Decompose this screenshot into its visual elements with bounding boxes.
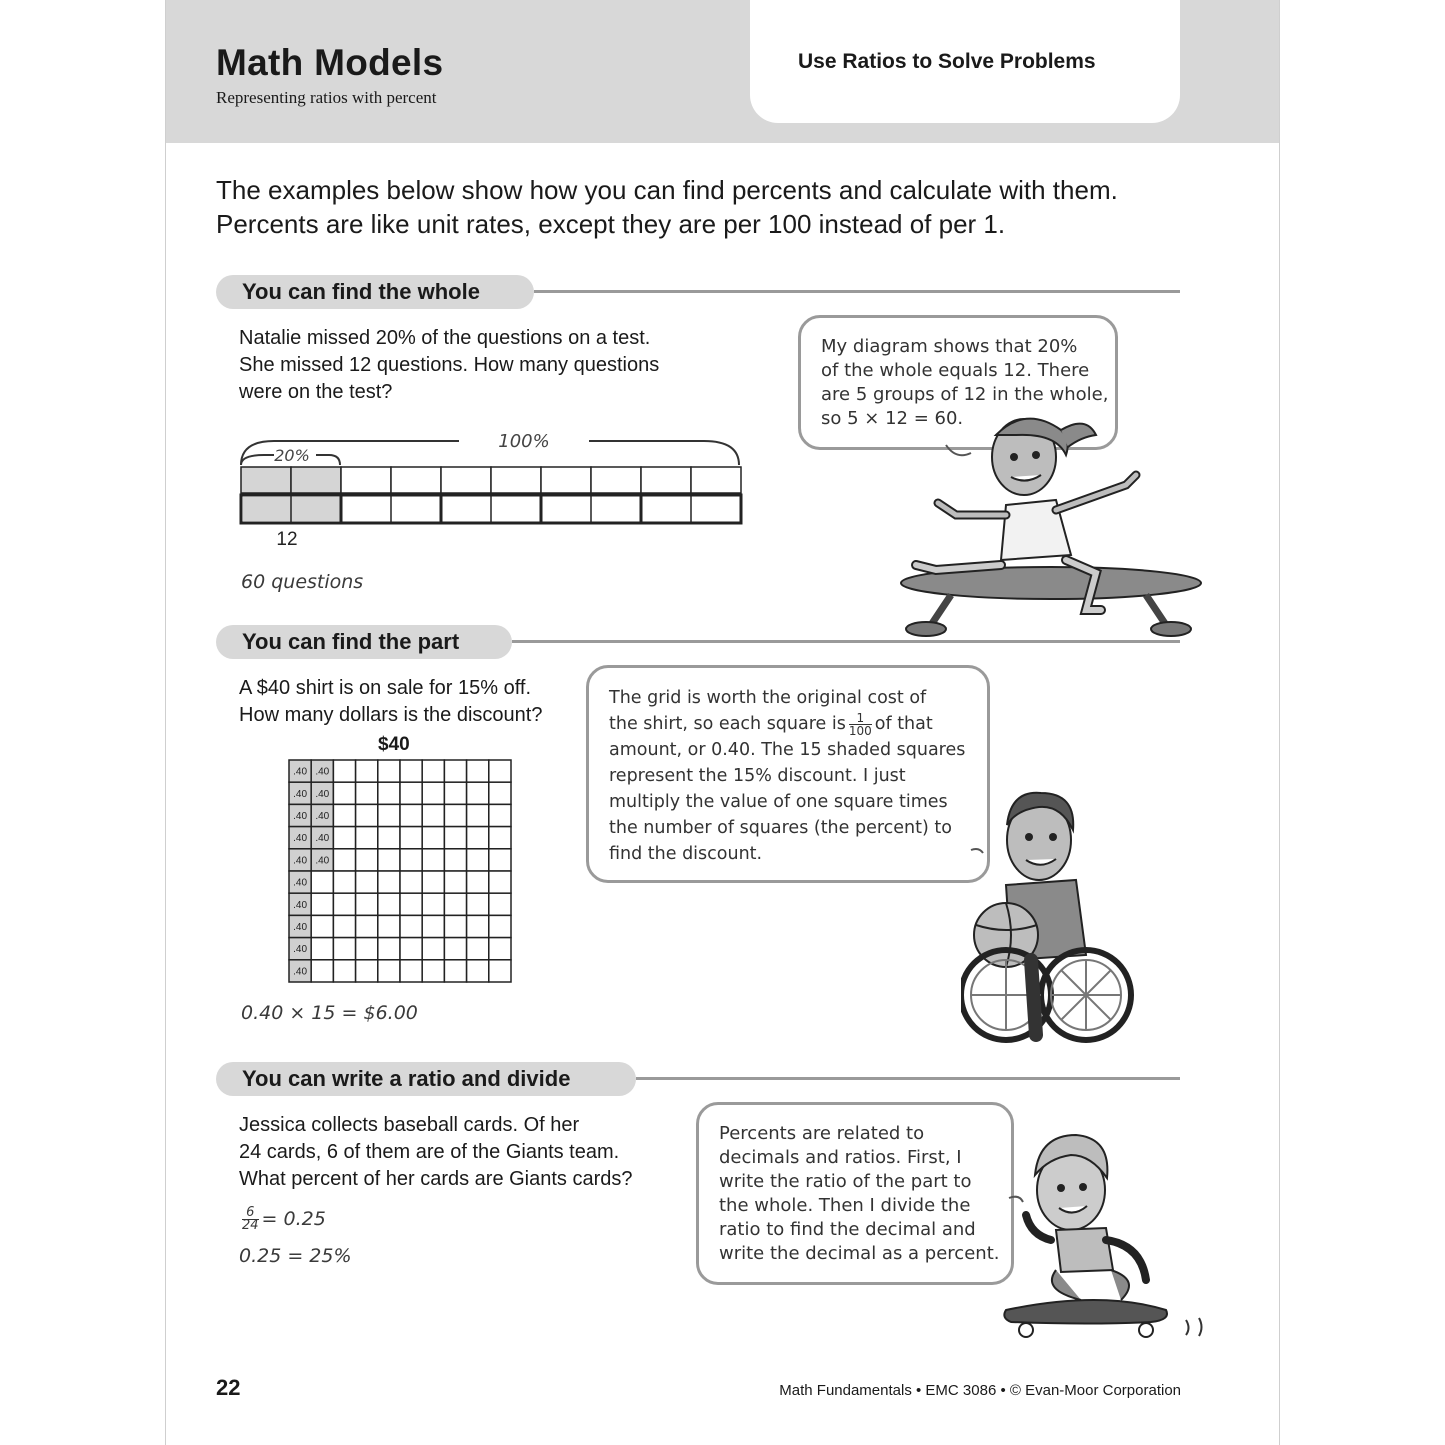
grid-cell: [378, 849, 400, 871]
bubble-line: amount, or 0.40. The 15 shaded squares: [609, 740, 966, 760]
grid-cell: [333, 760, 355, 782]
grid-cell: [444, 849, 466, 871]
grid-cell: [444, 804, 466, 826]
grid-cell: [333, 804, 355, 826]
bubble-line: The grid is worth the original cost of: [609, 688, 927, 708]
bubble-line: find the discount.: [609, 844, 763, 864]
grid-cell: [422, 849, 444, 871]
work-ratio-line2: 0.25 = 25%: [239, 1245, 352, 1267]
grid-cell: [400, 827, 422, 849]
grid-cell: [489, 760, 511, 782]
skateboarder-illustration: [1001, 1130, 1216, 1350]
grid-cell: [467, 760, 489, 782]
grid-cell-value: .40: [293, 966, 308, 978]
grid-cell: [378, 804, 400, 826]
grid-cell: [444, 960, 466, 982]
grid-cell: [400, 782, 422, 804]
grid-cell: [378, 960, 400, 982]
grid-cell: [400, 893, 422, 915]
grid-cell-value: .40: [293, 833, 308, 845]
grid-cell: [400, 960, 422, 982]
grid-cell: [489, 827, 511, 849]
grid-cell: [378, 893, 400, 915]
grid-cell: [400, 760, 422, 782]
grid-cell: [378, 938, 400, 960]
bubble-line: Percents are related to: [719, 1123, 925, 1144]
grid-cell-value: .40: [293, 944, 308, 956]
bubble-line: ratio to find the decimal and: [719, 1219, 976, 1240]
problem-part: [239, 675, 542, 729]
grid-cell: [311, 871, 333, 893]
bubble-line: multiply the value of one square times: [609, 792, 948, 812]
section-divider: [534, 290, 1180, 293]
page-subtitle: Representing ratios with percent: [216, 88, 437, 107]
grid-cell: [489, 849, 511, 871]
grid-cell-value: .40: [293, 788, 308, 800]
grid-cell: [356, 871, 378, 893]
problem-line: How many dollars is the discount?: [239, 704, 543, 726]
grid-cell: [400, 938, 422, 960]
grid-cell: [467, 849, 489, 871]
grid-cell: [378, 782, 400, 804]
grid-cell: [467, 782, 489, 804]
grid-cell: [378, 760, 400, 782]
grid-cell: [444, 782, 466, 804]
grid-cell-value: .40: [315, 766, 330, 778]
bubble-line: the shirt, so each square is $\frac{1}{100}$ of that: [609, 710, 933, 738]
work-ratio-line1: $\frac{6}{24}$ = 0.25: [242, 1205, 326, 1233]
grid-cell: [333, 827, 355, 849]
label-20: 20%: [274, 446, 310, 465]
grid-cell: [356, 960, 378, 982]
grid-cell: [400, 849, 422, 871]
problem-ratio: [239, 1112, 633, 1193]
page-number: 22: [216, 1375, 241, 1400]
bubble-line: are 5 groups of 12 in the whole,: [821, 384, 1109, 405]
page-header: [166, 0, 1279, 143]
grid-cell: [400, 871, 422, 893]
grid-cell: [422, 915, 444, 937]
problem-line: What percent of her cards are Giants cards?: [239, 1168, 633, 1190]
tape-bottom-row: [241, 495, 741, 523]
grid-cell: [356, 915, 378, 937]
bubble-line: write the ratio of the part to: [719, 1171, 972, 1192]
grid-cell: [444, 871, 466, 893]
grid-cell: [378, 871, 400, 893]
answer-part: 0.40 × 15 = $6.00: [241, 1002, 418, 1024]
grid-cell-value: .40: [315, 833, 330, 845]
tape-top-row: [241, 467, 741, 493]
grid-cell: [311, 893, 333, 915]
grid-cell-value: .40: [293, 899, 308, 911]
grid-cell: [311, 960, 333, 982]
section-heading-part: You can find the part: [216, 625, 512, 659]
grid-cell: [356, 760, 378, 782]
problem-line: were on the test?: [239, 381, 393, 403]
grid-cell: [467, 938, 489, 960]
bubble-text-part: [609, 685, 965, 867]
grid-cell: [333, 871, 355, 893]
section-heading-whole: You can find the whole: [216, 275, 534, 309]
grid-cell: [444, 827, 466, 849]
section-divider: [636, 1077, 1180, 1080]
grid-cell: [311, 915, 333, 937]
bubble-line: so 5 × 12 = 60.: [821, 408, 964, 429]
bubble-line: of the whole equals 12. There: [821, 360, 1090, 381]
grid-cell: [356, 938, 378, 960]
grid-cell: [467, 804, 489, 826]
answer-whole: 60 questions: [241, 571, 364, 593]
section-divider: [512, 640, 1180, 643]
grid-cell: [489, 871, 511, 893]
page-title: Math Models: [216, 42, 444, 83]
grid-label: $40: [378, 734, 410, 755]
grid-cell: [444, 938, 466, 960]
grid-cell-value: .40: [293, 855, 308, 867]
brace-100: [241, 441, 739, 465]
grid-cell: [467, 827, 489, 849]
problem-whole: [239, 325, 659, 406]
hundred-grid: [288, 759, 514, 985]
grid-cell: [356, 782, 378, 804]
grid-cell: [333, 938, 355, 960]
fraction-6-24: $\frac{6}{24}$: [242, 1205, 259, 1233]
grid-cell: [489, 782, 511, 804]
problem-line: 24 cards, 6 of them are of the Giants team.: [239, 1141, 620, 1163]
grid-cell: [444, 915, 466, 937]
grid-cell: [489, 938, 511, 960]
topic-tab: [750, 0, 1180, 123]
grid-cell: [489, 893, 511, 915]
problem-line: Jessica collects baseball cards. Of her: [239, 1114, 580, 1136]
intro-text: The examples below show how you can find percents and calculate with them. Percents are like unit rates, except they are per 100 instead of per 1.: [216, 175, 1118, 239]
grid-cell: [489, 915, 511, 937]
grid-cell: [333, 782, 355, 804]
bubble-text-ratio: [719, 1122, 999, 1266]
label-12: 12: [276, 529, 298, 550]
grid-cell: [356, 849, 378, 871]
tape-diagram: [234, 425, 749, 555]
footer-credit: Math Fundamentals • EMC 3086 • © Evan-Moor Corporation: [779, 1382, 1181, 1399]
grid-cell-value: .40: [315, 788, 330, 800]
problem-line: A $40 shirt is on sale for 15% off.: [239, 677, 532, 699]
grid-cell-value: .40: [293, 922, 308, 933]
grid-cell: [311, 938, 333, 960]
problem-line: Natalie missed 20% of the questions on a test.: [239, 327, 651, 349]
gymnast-illustration: [896, 405, 1206, 640]
label-100: 100%: [498, 431, 550, 452]
grid-cell: [467, 893, 489, 915]
fraction-one-hundredth: $\frac{1}{100}$: [848, 710, 872, 738]
grid-cell: [422, 960, 444, 982]
grid-cell: [356, 893, 378, 915]
grid-cell: [422, 938, 444, 960]
grid-cell: [400, 804, 422, 826]
grid-cell: [333, 849, 355, 871]
grid-cell: [356, 827, 378, 849]
grid-cell: [467, 871, 489, 893]
grid-cell: [422, 760, 444, 782]
grid-cell: [356, 804, 378, 826]
bubble-line: decimals and ratios. First, I: [719, 1147, 962, 1168]
grid-cell: [422, 893, 444, 915]
grid-cell: [400, 915, 422, 937]
problem-line: She missed 12 questions. How many questions: [239, 354, 660, 376]
grid-cell: [333, 915, 355, 937]
grid-cell-value: .40: [315, 811, 330, 822]
grid-cell-value: .40: [293, 811, 308, 822]
grid-cell: [422, 871, 444, 893]
grid-cell: [378, 915, 400, 937]
grid-cell: [378, 827, 400, 849]
worksheet-page: [165, 0, 1280, 1445]
grid-cell: [444, 893, 466, 915]
grid-cell: [333, 893, 355, 915]
bubble-line: represent the 15% discount. I just: [609, 766, 906, 786]
bubble-line: write the decimal as a percent.: [719, 1243, 1000, 1264]
grid-cell: [444, 760, 466, 782]
grid-cell: [489, 804, 511, 826]
grid-cell: [422, 804, 444, 826]
bubble-line: the whole. Then I divide the: [719, 1195, 971, 1216]
section-heading-ratio: You can write a ratio and divide: [216, 1062, 636, 1096]
wheelchair-illustration: [961, 785, 1146, 1055]
grid-cell-value: .40: [293, 766, 308, 778]
grid-cell: [467, 915, 489, 937]
bubble-line: the number of squares (the percent) to: [609, 818, 952, 838]
grid-cell-value: .40: [315, 855, 330, 867]
grid-cell-value: .40: [293, 877, 308, 889]
topic-tab-label: Use Ratios to Solve Problems: [798, 50, 1096, 73]
grid-cell: [333, 960, 355, 982]
bubble-line: My diagram shows that 20%: [821, 336, 1078, 357]
grid-cell: [489, 960, 511, 982]
grid-cell: [422, 782, 444, 804]
grid-cell: [467, 960, 489, 982]
grid-cell: [422, 827, 444, 849]
